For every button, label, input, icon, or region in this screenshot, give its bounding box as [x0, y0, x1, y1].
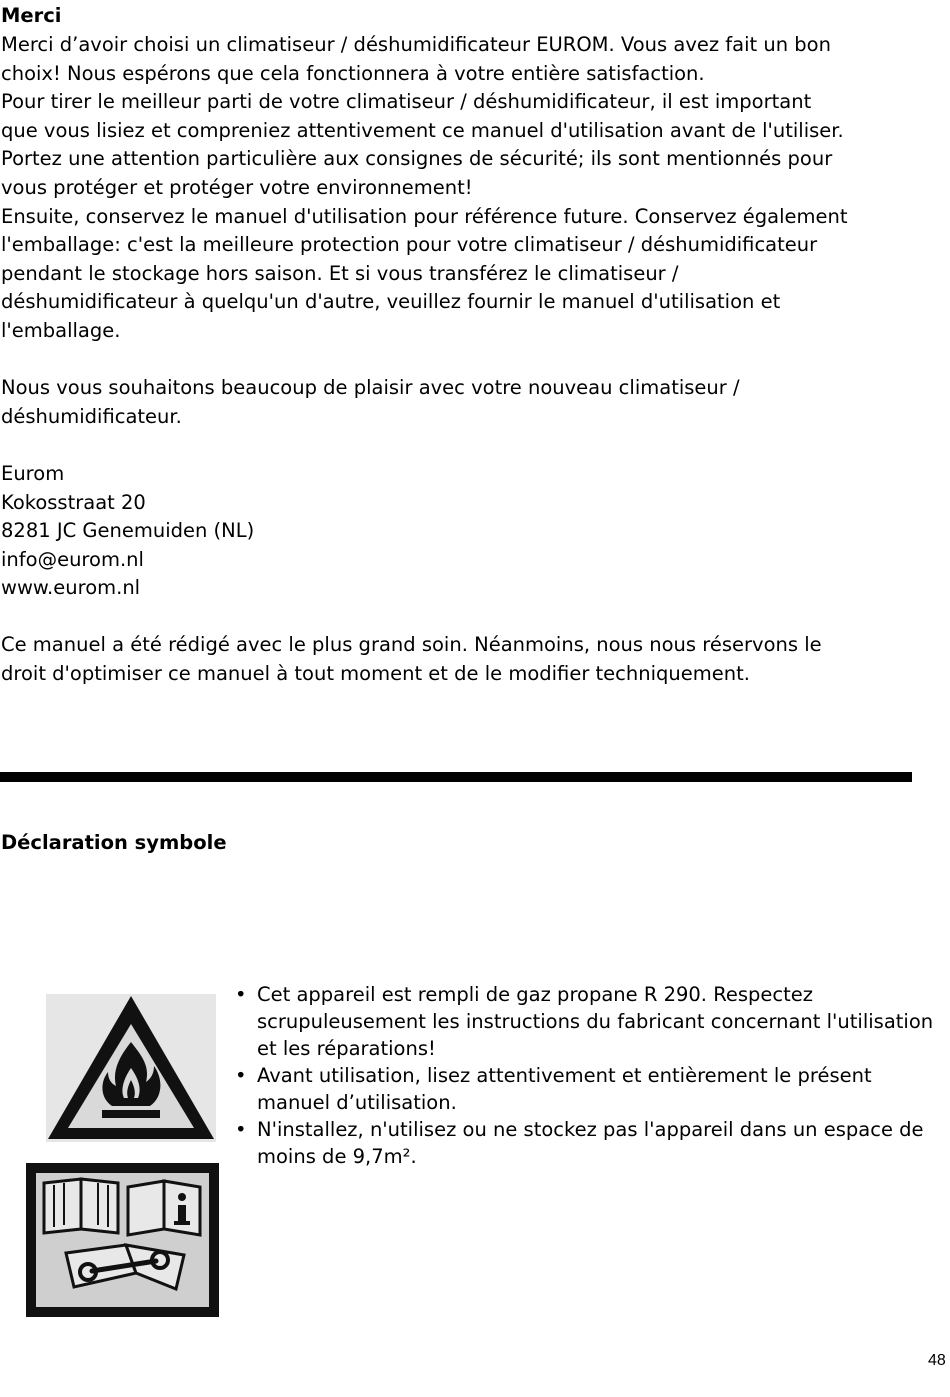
- intro-paragraph: Portez une attention particulière aux consignes de sécurité; ils sont mentionnés pour vous protéger et protéger votre environnement!: [1, 147, 833, 199]
- list-item-text: Cet appareil est rempli de gaz propane R 290. Respectez scrupuleusement les instructions du fabricant concernant l'utilisation et les réparations!: [257, 983, 934, 1060]
- disclaimer-paragraph: Ce manuel a été rédigé avec le plus grand soin. Néanmoins, nous nous réservons le droit d'optimiser ce manuel à tout moment et de le modifier techniquement.: [1, 633, 822, 686]
- address-email: info@eurom.nl: [1, 547, 144, 571]
- list-item-text: Avant utilisation, lisez attentivement et entièrement le présent manuel d’utilisation.: [257, 1064, 872, 1114]
- intro-text: [1, 31, 946, 689]
- page-title: Merci: [1, 4, 62, 27]
- closing-paragraph: Nous vous souhaitons beaucoup de plaisir avec votre nouveau climatiseur / déshumidificateur.: [1, 376, 740, 428]
- read-manual-icon: [26, 1163, 219, 1317]
- intro-paragraph: Ensuite, conservez le manuel d'utilisation pour référence future. Conservez également l'emballage: c'est la meilleure protection pour votre climatiseur / déshumidificateur pendant le stockage hors saison. Et si vous transférez le climatiseur / déshumidificateur à quelqu'un d'autre, veuillez fournir le manuel d'utilisation et l'emballage.: [1, 204, 848, 342]
- address-street: Kokosstraat 20: [1, 490, 146, 514]
- spacer: [1, 431, 946, 460]
- bullet-glyph: •: [235, 983, 247, 1006]
- symbol-notes-list: [233, 981, 948, 1170]
- spacer: [1, 346, 946, 375]
- section-heading: Déclaration symbole: [1, 831, 227, 854]
- spacer: [1, 603, 946, 632]
- list-item: [233, 1062, 948, 1116]
- address-website: www.eurom.nl: [1, 576, 141, 600]
- bullet-glyph: •: [235, 1064, 247, 1087]
- address-city: 8281 JC Genemuiden (NL): [1, 519, 255, 543]
- intro-paragraph: Merci d’avoir choisi un climatiseur / déshumidificateur EUROM. Vous avez fait un bon choix! Nous espérons que cela fonctionnera à votre entière satisfaction.: [1, 33, 831, 85]
- bullet-glyph: •: [235, 1118, 247, 1141]
- list-item-text: N'installez, n'utilisez ou ne stockez pas l'appareil dans un espace de moins de 9,7m².: [257, 1118, 924, 1168]
- address-company: Eurom: [1, 461, 65, 485]
- page-number: 48: [928, 1352, 946, 1369]
- flammable-warning-icon: [46, 994, 216, 1142]
- intro-paragraph: Pour tirer le meilleur parti de votre climatiseur / déshumidificateur, il est important que vous lisiez et compreniez attentivement ce manuel d'utilisation avant de l'utiliser.: [1, 90, 844, 142]
- list-item: [233, 1116, 948, 1170]
- section-divider: [0, 772, 912, 782]
- list-item: [233, 981, 948, 1062]
